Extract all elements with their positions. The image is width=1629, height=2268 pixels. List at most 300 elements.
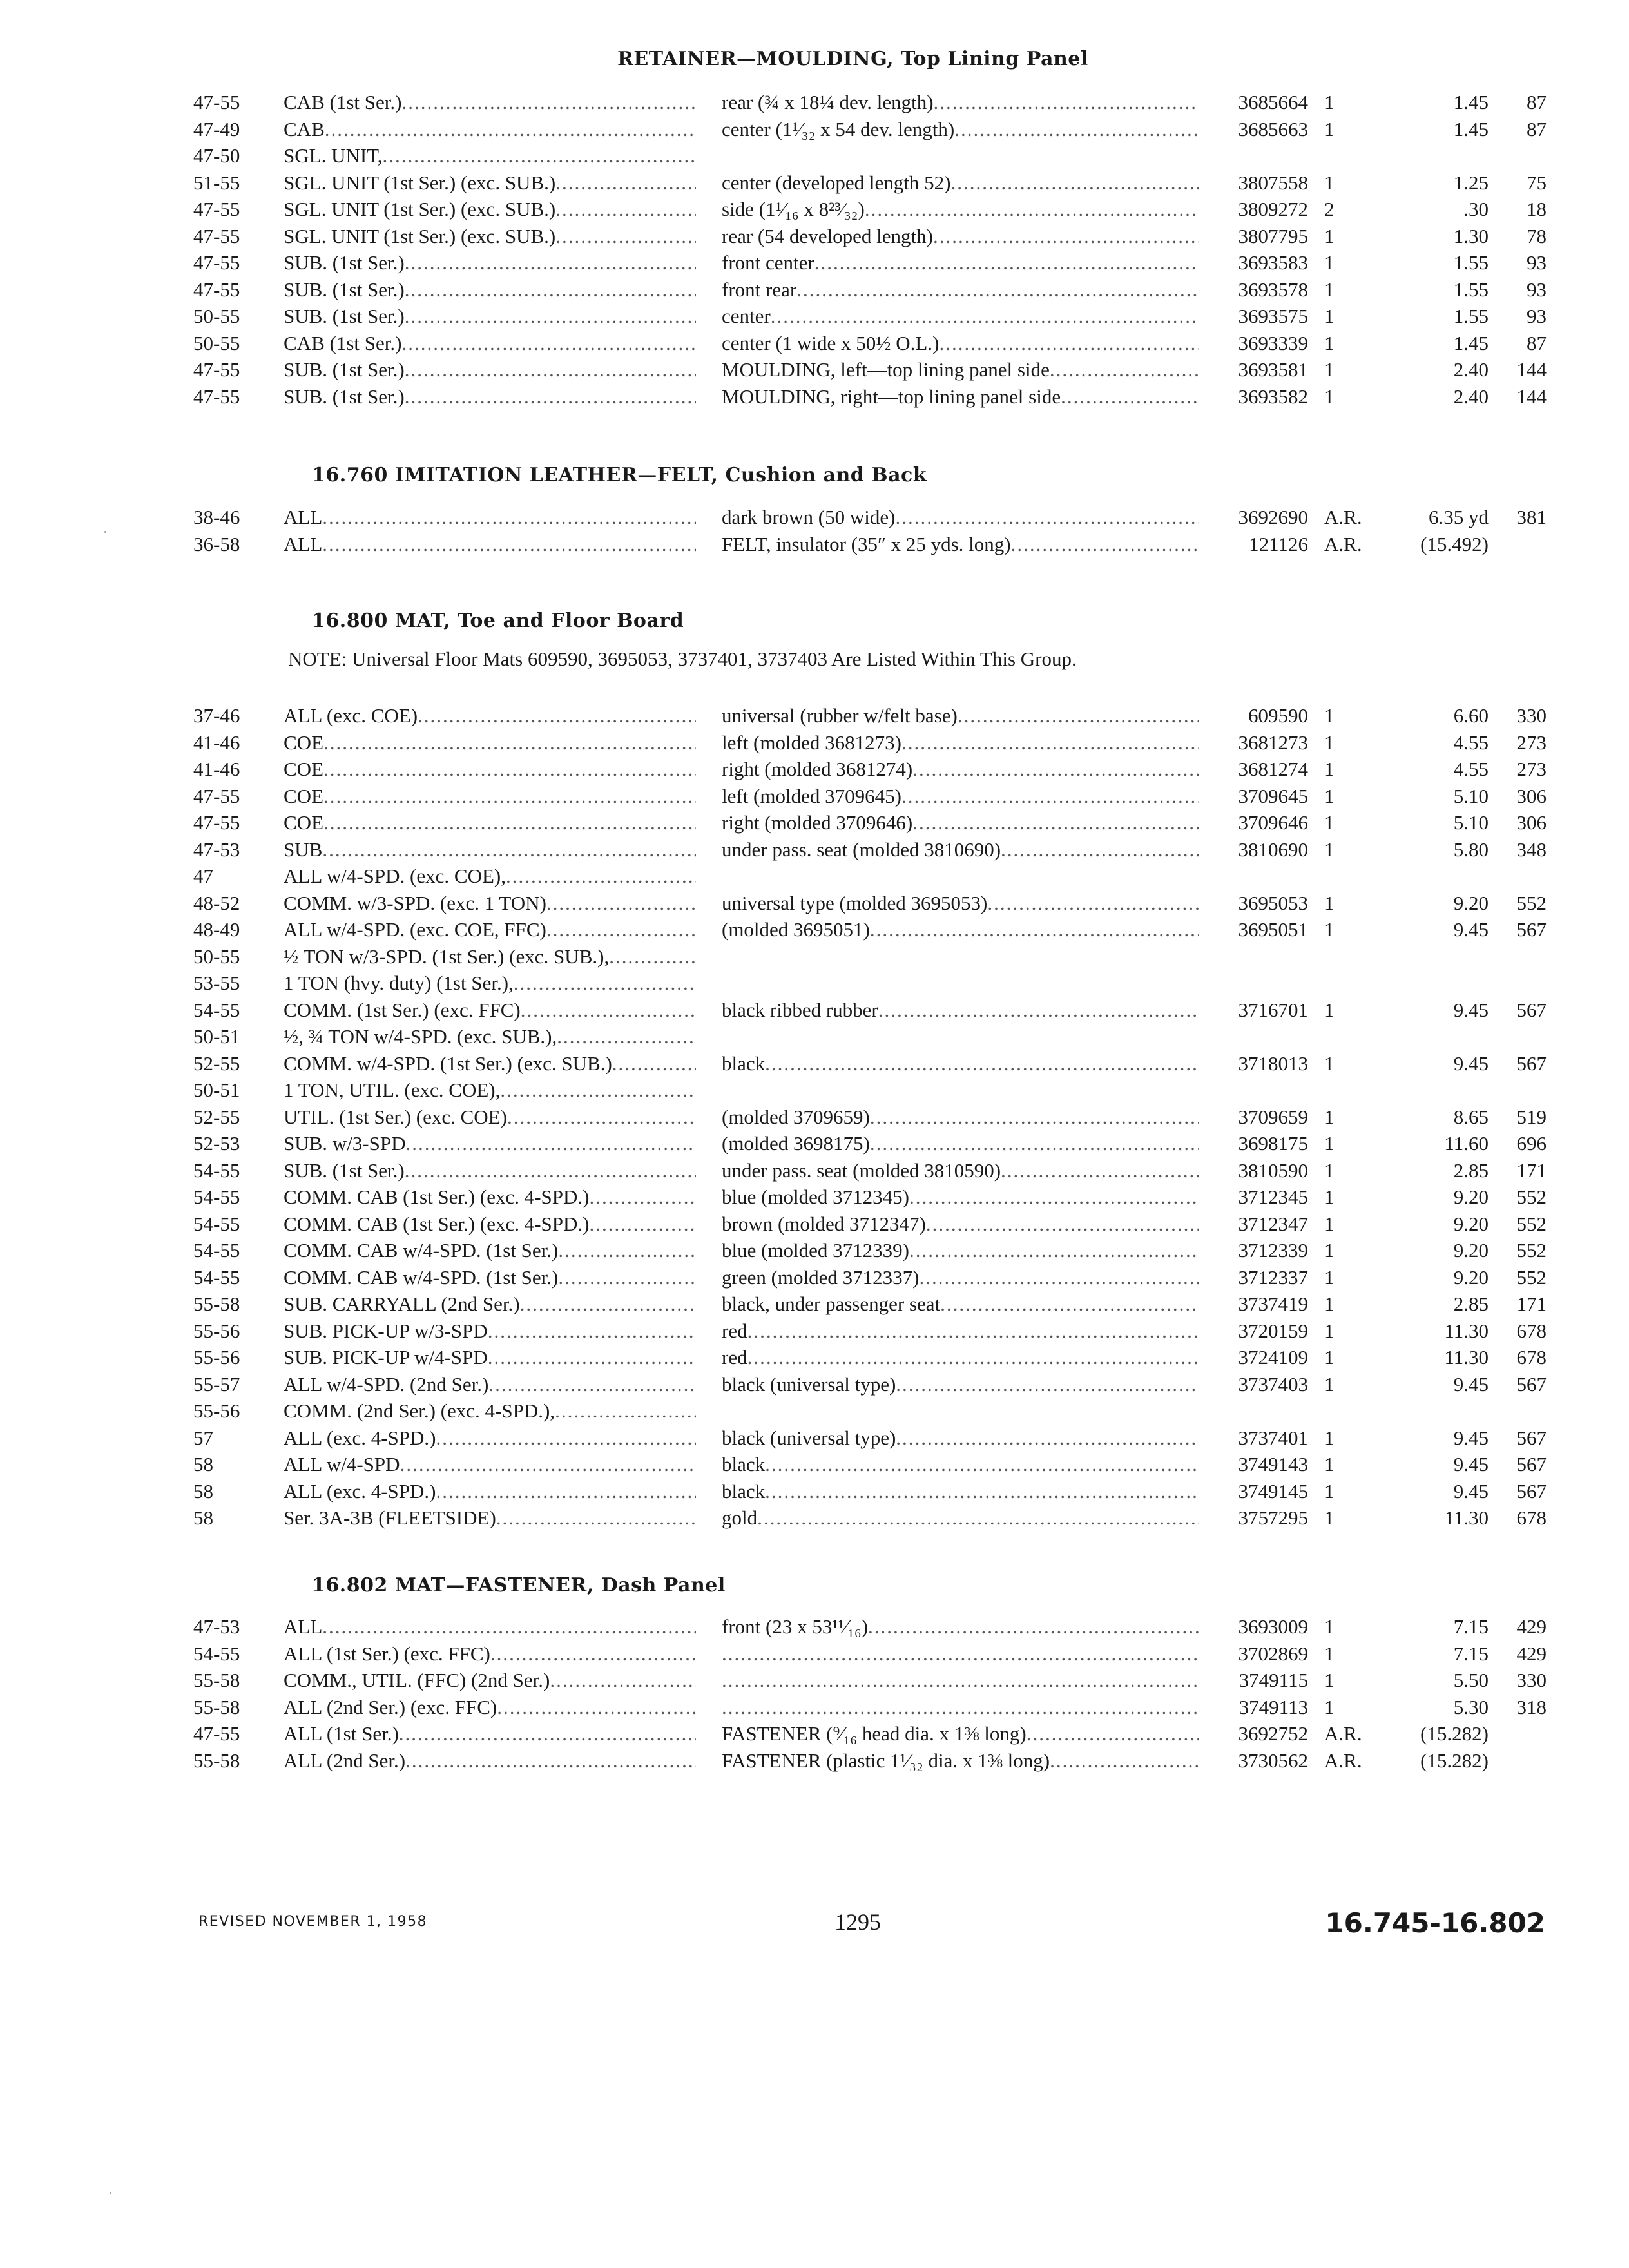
- row-model: Ser. 3A-3B (FLEETSIDE) .....: [284, 1504, 696, 1532]
- row-code: 552: [1516, 1186, 1547, 1208]
- table-row: [0, 1050, 1629, 1077]
- row-quantity: 1: [1324, 1615, 1335, 1638]
- row-quantity: 1: [1324, 1293, 1335, 1315]
- scan-speck: [104, 531, 106, 533]
- row-price: 7.15: [1453, 1615, 1489, 1638]
- row-model: CAB .....: [284, 116, 696, 143]
- table-row: [0, 383, 1629, 410]
- row-price: 1.45: [1453, 91, 1489, 113]
- row-price: 2.85: [1453, 1293, 1489, 1315]
- row-model: SUB. PICK-UP w/3-SPD .....: [284, 1318, 696, 1345]
- parts-table: [0, 1613, 1629, 1774]
- table-row: [0, 1504, 1629, 1532]
- row-price: 9.20: [1453, 1212, 1489, 1235]
- row-part-number: 3749143: [1238, 1453, 1308, 1475]
- table-row: [0, 1237, 1629, 1264]
- row-quantity: A.R.: [1324, 506, 1362, 528]
- row-part-number: 3681274: [1238, 758, 1308, 780]
- row-price: 4.55: [1453, 731, 1489, 754]
- row-code: 144: [1516, 385, 1547, 408]
- row-part-number: 3692690: [1238, 506, 1308, 528]
- row-code: 696: [1516, 1132, 1547, 1155]
- row-code: 348: [1516, 838, 1547, 861]
- row-years: 58: [193, 1506, 213, 1529]
- row-quantity: 1: [1324, 358, 1335, 381]
- row-quantity: A.R.: [1324, 1749, 1362, 1772]
- row-price: 9.45: [1453, 1479, 1489, 1503]
- table-row: [0, 1451, 1629, 1478]
- row-quantity: 1: [1324, 224, 1335, 247]
- table-row: [0, 997, 1629, 1024]
- row-part-number: 3807795: [1238, 224, 1308, 247]
- row-price: 6.60: [1453, 704, 1489, 727]
- row-code: 18: [1527, 198, 1547, 220]
- row-model: ½ TON w/3-SPD. (1st Ser.) (exc. SUB.), .....: [284, 943, 696, 970]
- row-code: 552: [1516, 891, 1547, 914]
- scan-speck: [110, 2192, 111, 2194]
- row-quantity: 1: [1324, 117, 1335, 140]
- row-code: 171: [1516, 1293, 1547, 1315]
- row-code: 567: [1516, 1426, 1547, 1449]
- row-model: ALL (2nd Ser.) .....: [284, 1747, 696, 1774]
- row-description: black .....: [722, 1478, 1199, 1505]
- row-years: 54-55: [193, 998, 240, 1021]
- row-quantity: 1: [1324, 1132, 1335, 1155]
- section-title: 16.760 IMITATION LEATHER—FELT, Cushion and Back: [312, 464, 927, 486]
- row-part-number: 3681273: [1238, 731, 1308, 754]
- row-price: 1.45: [1453, 331, 1489, 354]
- table-row: [0, 169, 1629, 197]
- row-part-number: 3716701: [1238, 998, 1308, 1021]
- row-model: ALL (exc. COE) .....: [284, 702, 696, 729]
- row-model: ALL .....: [284, 531, 696, 558]
- row-model: COE .....: [284, 783, 696, 810]
- row-years: 55-56: [193, 1399, 240, 1422]
- row-description: FASTENER (plastic 1¹⁄₃₂ dia. x 1⅜ long) .....: [722, 1747, 1199, 1774]
- row-part-number: 3693575: [1238, 305, 1308, 327]
- row-code: 273: [1516, 758, 1547, 780]
- row-code: 93: [1527, 305, 1547, 327]
- table-row: [0, 356, 1629, 383]
- table-row: [0, 142, 1629, 169]
- row-model: SGL. UNIT (1st Ser.) (exc. SUB.) .....: [284, 223, 696, 250]
- table-row: [0, 1720, 1629, 1747]
- row-description: (molded 3695051) .....: [722, 916, 1199, 943]
- row-code: 567: [1516, 1453, 1547, 1475]
- table-row: [0, 223, 1629, 250]
- row-part-number: 3709659: [1238, 1105, 1308, 1128]
- row-model: SUB. (1st Ser.) .....: [284, 249, 696, 276]
- row-code: 567: [1516, 998, 1547, 1021]
- table-row: [0, 943, 1629, 970]
- row-part-number: 3810690: [1238, 838, 1308, 861]
- row-part-number: 3757295: [1238, 1506, 1308, 1529]
- row-years: 54-55: [193, 1158, 240, 1182]
- row-price: 9.45: [1453, 918, 1489, 941]
- row-code: 144: [1516, 358, 1547, 381]
- row-quantity: 1: [1324, 171, 1335, 194]
- row-price: 9.20: [1453, 1239, 1489, 1262]
- row-description: black, under passenger seat .....: [722, 1291, 1199, 1318]
- row-code: 567: [1516, 1052, 1547, 1075]
- row-part-number: 3702869: [1238, 1642, 1308, 1665]
- row-description: green (molded 3712337) .....: [722, 1264, 1199, 1291]
- row-code: 567: [1516, 1479, 1547, 1503]
- row-code: 552: [1516, 1239, 1547, 1262]
- row-description: MOULDING, right—top lining panel side .....: [722, 383, 1199, 410]
- row-part-number: 3810590: [1238, 1158, 1308, 1182]
- row-price: 6.35 yd: [1429, 506, 1489, 528]
- row-code: 78: [1527, 224, 1547, 247]
- row-price: 9.20: [1453, 1265, 1489, 1289]
- parts-table: [0, 89, 1629, 410]
- row-model: COMM., UTIL. (FFC) (2nd Ser.) .....: [284, 1667, 696, 1694]
- row-price: 9.45: [1453, 998, 1489, 1021]
- row-years: 55-58: [193, 1695, 240, 1718]
- row-price: 1.55: [1453, 278, 1489, 301]
- row-quantity: 1: [1324, 811, 1335, 834]
- row-description: dark brown (50 wide) .....: [722, 504, 1199, 531]
- row-years: 47-55: [193, 224, 240, 247]
- row-price: 9.20: [1453, 891, 1489, 914]
- row-code: 429: [1516, 1642, 1547, 1665]
- row-price: (15.282): [1420, 1749, 1489, 1772]
- row-price: 7.15: [1453, 1642, 1489, 1665]
- table-row: [0, 863, 1629, 890]
- row-years: 52-55: [193, 1105, 240, 1128]
- parts-table: [0, 504, 1629, 557]
- table-row: [0, 1613, 1629, 1640]
- row-price: 1.25: [1453, 171, 1489, 194]
- row-price: 8.65: [1453, 1105, 1489, 1128]
- row-model: COMM. CAB w/4-SPD. (1st Ser.) .....: [284, 1237, 696, 1264]
- table-row: [0, 531, 1629, 558]
- row-price: 5.30: [1453, 1695, 1489, 1718]
- table-row: [0, 1104, 1629, 1131]
- row-code: 306: [1516, 811, 1547, 834]
- row-model: ALL w/4-SPD. (exc. COE, FFC) .....: [284, 916, 696, 943]
- row-price: 4.55: [1453, 758, 1489, 780]
- row-part-number: 3695051: [1238, 918, 1308, 941]
- row-part-number: 3692752: [1238, 1722, 1308, 1745]
- row-code: 273: [1516, 731, 1547, 754]
- row-years: 50-55: [193, 305, 240, 327]
- row-model: SUB. (1st Ser.) .....: [284, 1157, 696, 1184]
- row-description: black (universal type) .....: [722, 1425, 1199, 1452]
- row-years: 55-56: [193, 1346, 240, 1369]
- row-years: 47-55: [193, 784, 240, 807]
- row-description: left (molded 3681273) .....: [722, 729, 1199, 756]
- row-years: 54-55: [193, 1642, 240, 1665]
- row-quantity: 1: [1324, 1506, 1335, 1529]
- row-quantity: 1: [1324, 1669, 1335, 1691]
- table-row: [0, 756, 1629, 783]
- table-row: [0, 249, 1629, 276]
- row-quantity: 1: [1324, 1158, 1335, 1182]
- row-years: 58: [193, 1453, 213, 1475]
- row-quantity: 1: [1324, 331, 1335, 354]
- table-row: [0, 303, 1629, 330]
- table-row: [0, 89, 1629, 116]
- section-title: 16.802 MAT—FASTENER, Dash Panel: [312, 1574, 726, 1597]
- row-model: ALL w/4-SPD. (2nd Ser.) .....: [284, 1371, 696, 1398]
- row-description: center (1 wide x 50½ O.L.) .....: [722, 330, 1199, 357]
- row-years: 50-55: [193, 945, 240, 968]
- row-quantity: 1: [1324, 1642, 1335, 1665]
- row-part-number: 3693581: [1238, 358, 1308, 381]
- row-price: 1.45: [1453, 117, 1489, 140]
- row-years: 55-58: [193, 1669, 240, 1691]
- row-price: 11.30: [1444, 1346, 1489, 1369]
- row-model: SUB. (1st Ser.) .....: [284, 383, 696, 410]
- row-price: 1.55: [1453, 305, 1489, 327]
- row-description: black (universal type) .....: [722, 1371, 1199, 1398]
- row-model: SGL. UNIT, .....: [284, 142, 696, 169]
- row-years: 37-46: [193, 704, 240, 727]
- row-years: 47-53: [193, 838, 240, 861]
- table-row: [0, 1371, 1629, 1398]
- table-row: [0, 1157, 1629, 1184]
- section-title: RETAINER—MOULDING, Top Lining Panel: [617, 48, 1088, 70]
- row-quantity: 1: [1324, 838, 1335, 861]
- row-quantity: A.R.: [1324, 1722, 1362, 1745]
- row-code: 552: [1516, 1212, 1547, 1235]
- table-row: [0, 504, 1629, 531]
- row-quantity: 1: [1324, 1212, 1335, 1235]
- row-price: 5.10: [1453, 811, 1489, 834]
- row-price: (15.282): [1420, 1722, 1489, 1745]
- row-years: 48-49: [193, 918, 240, 941]
- row-price: 9.45: [1453, 1372, 1489, 1396]
- page-number: 1295: [834, 1909, 881, 1935]
- row-quantity: 1: [1324, 998, 1335, 1021]
- row-quantity: 1: [1324, 704, 1335, 727]
- row-description: left (molded 3709645) .....: [722, 783, 1199, 810]
- row-model: UTIL. (1st Ser.) (exc. COE) .....: [284, 1104, 696, 1131]
- row-model: COMM. (2nd Ser.) (exc. 4-SPD.), .....: [284, 1398, 696, 1425]
- row-years: 48-52: [193, 891, 240, 914]
- row-years: 54-55: [193, 1265, 240, 1289]
- row-model: ALL w/4-SPD .....: [284, 1451, 696, 1478]
- row-part-number: 3720159: [1238, 1319, 1308, 1342]
- row-years: 36-58: [193, 532, 240, 555]
- row-part-number: 3718013: [1238, 1052, 1308, 1075]
- row-price: 9.45: [1453, 1052, 1489, 1075]
- row-years: 41-46: [193, 731, 240, 754]
- row-price: 11.60: [1444, 1132, 1489, 1155]
- row-price: 11.30: [1444, 1319, 1489, 1342]
- row-code: 330: [1516, 1669, 1547, 1691]
- row-years: 47-55: [193, 1722, 240, 1745]
- row-description: black .....: [722, 1050, 1199, 1077]
- row-model: ALL (2nd Ser.) (exc. FFC) .....: [284, 1694, 696, 1721]
- row-years: 52-53: [193, 1132, 240, 1155]
- row-quantity: 1: [1324, 731, 1335, 754]
- row-quantity: 1: [1324, 251, 1335, 274]
- row-years: 47-55: [193, 198, 240, 220]
- row-model: ALL .....: [284, 1613, 696, 1640]
- row-model: ALL (exc. 4-SPD.) .....: [284, 1425, 696, 1452]
- row-quantity: 1: [1324, 1239, 1335, 1262]
- row-price: 2.85: [1453, 1158, 1489, 1182]
- row-part-number: 3693009: [1238, 1615, 1308, 1638]
- row-years: 47-55: [193, 251, 240, 274]
- row-model: ALL (1st Ser.) (exc. FFC) .....: [284, 1640, 696, 1667]
- table-row: [0, 1425, 1629, 1452]
- row-years: 55-58: [193, 1293, 240, 1315]
- row-model: COMM. CAB w/4-SPD. (1st Ser.) .....: [284, 1264, 696, 1291]
- row-model: SUB. (1st Ser.) .....: [284, 276, 696, 303]
- row-quantity: 1: [1324, 1052, 1335, 1075]
- row-part-number: 3737403: [1238, 1372, 1308, 1396]
- row-code: 75: [1527, 171, 1547, 194]
- row-price: 9.45: [1453, 1426, 1489, 1449]
- table-row: [0, 1344, 1629, 1371]
- row-description: brown (molded 3712347) .....: [722, 1211, 1199, 1238]
- row-model: COE .....: [284, 756, 696, 783]
- row-part-number: 3712337: [1238, 1265, 1308, 1289]
- row-quantity: 1: [1324, 91, 1335, 113]
- row-description: right (molded 3709646) .....: [722, 809, 1199, 836]
- row-description: center (1¹⁄₃₂ x 54 dev. length) .....: [722, 116, 1199, 143]
- row-model: COMM. w/3-SPD. (exc. 1 TON) .....: [284, 890, 696, 917]
- table-row: [0, 1398, 1629, 1425]
- row-price: 2.40: [1453, 385, 1489, 408]
- row-quantity: 1: [1324, 891, 1335, 914]
- row-model: COMM. (1st Ser.) (exc. FFC) .....: [284, 997, 696, 1024]
- table-row: [0, 276, 1629, 303]
- row-code: 318: [1516, 1695, 1547, 1718]
- row-description: blue (molded 3712345) .....: [722, 1184, 1199, 1211]
- row-years: 47-55: [193, 811, 240, 834]
- row-code: 87: [1527, 91, 1547, 113]
- row-code: 87: [1527, 331, 1547, 354]
- row-description: (molded 3709659) .....: [722, 1104, 1199, 1131]
- row-description: front (23 x 53¹¹⁄₁₆) .....: [722, 1613, 1199, 1640]
- row-description: black ribbed rubber .....: [722, 997, 1199, 1024]
- row-model: ALL .....: [284, 504, 696, 531]
- row-code: 93: [1527, 278, 1547, 301]
- row-description: right (molded 3681274) .....: [722, 756, 1199, 783]
- row-price: 1.30: [1453, 224, 1489, 247]
- row-years: 54-55: [193, 1186, 240, 1208]
- table-row: [0, 1023, 1629, 1050]
- row-years: 47-55: [193, 91, 240, 113]
- table-row: [0, 970, 1629, 997]
- row-model: CAB (1st Ser.) .....: [284, 330, 696, 357]
- row-part-number: 3730562: [1238, 1749, 1308, 1772]
- row-years: 50-51: [193, 1025, 240, 1048]
- row-years: 50-55: [193, 331, 240, 354]
- row-part-number: 3685663: [1238, 117, 1308, 140]
- row-quantity: 1: [1324, 784, 1335, 807]
- table-row: [0, 729, 1629, 756]
- row-price: 5.80: [1453, 838, 1489, 861]
- table-row: [0, 330, 1629, 357]
- row-quantity: 1: [1324, 1479, 1335, 1503]
- row-code: 171: [1516, 1158, 1547, 1182]
- row-years: 54-55: [193, 1239, 240, 1262]
- row-quantity: 1: [1324, 1186, 1335, 1208]
- row-quantity: 1: [1324, 278, 1335, 301]
- row-model: SUB. CARRYALL (2nd Ser.) .....: [284, 1291, 696, 1318]
- row-years: 58: [193, 1479, 213, 1503]
- row-years: 52-55: [193, 1052, 240, 1075]
- row-quantity: 1: [1324, 1426, 1335, 1449]
- row-description: (molded 3698175) .....: [722, 1130, 1199, 1157]
- row-years: 57: [193, 1426, 213, 1449]
- row-description: MOULDING, left—top lining panel side .....: [722, 356, 1199, 383]
- row-quantity: 1: [1324, 305, 1335, 327]
- row-description: under pass. seat (molded 3810690) .....: [722, 836, 1199, 863]
- row-part-number: 3737401: [1238, 1426, 1308, 1449]
- table-row: [0, 1478, 1629, 1505]
- row-years: 47-55: [193, 358, 240, 381]
- row-code: 306: [1516, 784, 1547, 807]
- row-description: [722, 1694, 1199, 1721]
- section-title: 16.800 MAT, Toe and Floor Board: [312, 610, 684, 632]
- table-row: [0, 1291, 1629, 1318]
- row-model: COMM. w/4-SPD. (1st Ser.) (exc. SUB.) .....: [284, 1050, 696, 1077]
- row-part-number: 3737419: [1238, 1293, 1308, 1315]
- row-description: red .....: [722, 1318, 1199, 1345]
- row-years: 54-55: [193, 1212, 240, 1235]
- row-description: universal (rubber w/felt base) .....: [722, 702, 1199, 729]
- table-row: [0, 116, 1629, 143]
- row-description: front rear .....: [722, 276, 1199, 303]
- row-quantity: 1: [1324, 1319, 1335, 1342]
- row-price: 9.20: [1453, 1186, 1489, 1208]
- row-model: COE .....: [284, 809, 696, 836]
- row-model: SUB. (1st Ser.) .....: [284, 356, 696, 383]
- row-years: 51-55: [193, 171, 240, 194]
- row-quantity: 1: [1324, 1346, 1335, 1369]
- row-model: COMM. CAB (1st Ser.) (exc. 4-SPD.) .....: [284, 1211, 696, 1238]
- row-quantity: A.R.: [1324, 532, 1362, 555]
- row-quantity: 1: [1324, 1695, 1335, 1718]
- row-part-number: 3724109: [1238, 1346, 1308, 1369]
- row-years: 41-46: [193, 758, 240, 780]
- row-years: 55-56: [193, 1319, 240, 1342]
- table-row: [0, 890, 1629, 917]
- row-part-number: 3749115: [1239, 1669, 1308, 1691]
- row-years: 47: [193, 865, 213, 887]
- row-part-number: 609590: [1248, 704, 1308, 727]
- row-code: 93: [1527, 251, 1547, 274]
- table-row: [0, 1264, 1629, 1291]
- row-years: 53-55: [193, 972, 240, 994]
- row-code: 678: [1516, 1319, 1547, 1342]
- row-model: SUB. (1st Ser.) .....: [284, 303, 696, 330]
- row-part-number: 3809272: [1238, 198, 1308, 220]
- row-description: black .....: [722, 1451, 1199, 1478]
- row-quantity: 1: [1324, 758, 1335, 780]
- row-part-number: 3749145: [1238, 1479, 1308, 1503]
- row-part-number: 3695053: [1238, 891, 1308, 914]
- row-years: 55-57: [193, 1372, 240, 1396]
- parts-table: [0, 702, 1629, 1532]
- row-code: 678: [1516, 1506, 1547, 1529]
- row-part-number: 3685664: [1238, 91, 1308, 113]
- row-part-number: 3709645: [1238, 784, 1308, 807]
- row-description: gold .....: [722, 1504, 1199, 1532]
- table-row: [0, 196, 1629, 223]
- row-quantity: 1: [1324, 1265, 1335, 1289]
- row-years: 47-55: [193, 385, 240, 408]
- row-part-number: 3693583: [1238, 251, 1308, 274]
- row-price: 5.10: [1453, 784, 1489, 807]
- row-price: 11.30: [1444, 1506, 1489, 1529]
